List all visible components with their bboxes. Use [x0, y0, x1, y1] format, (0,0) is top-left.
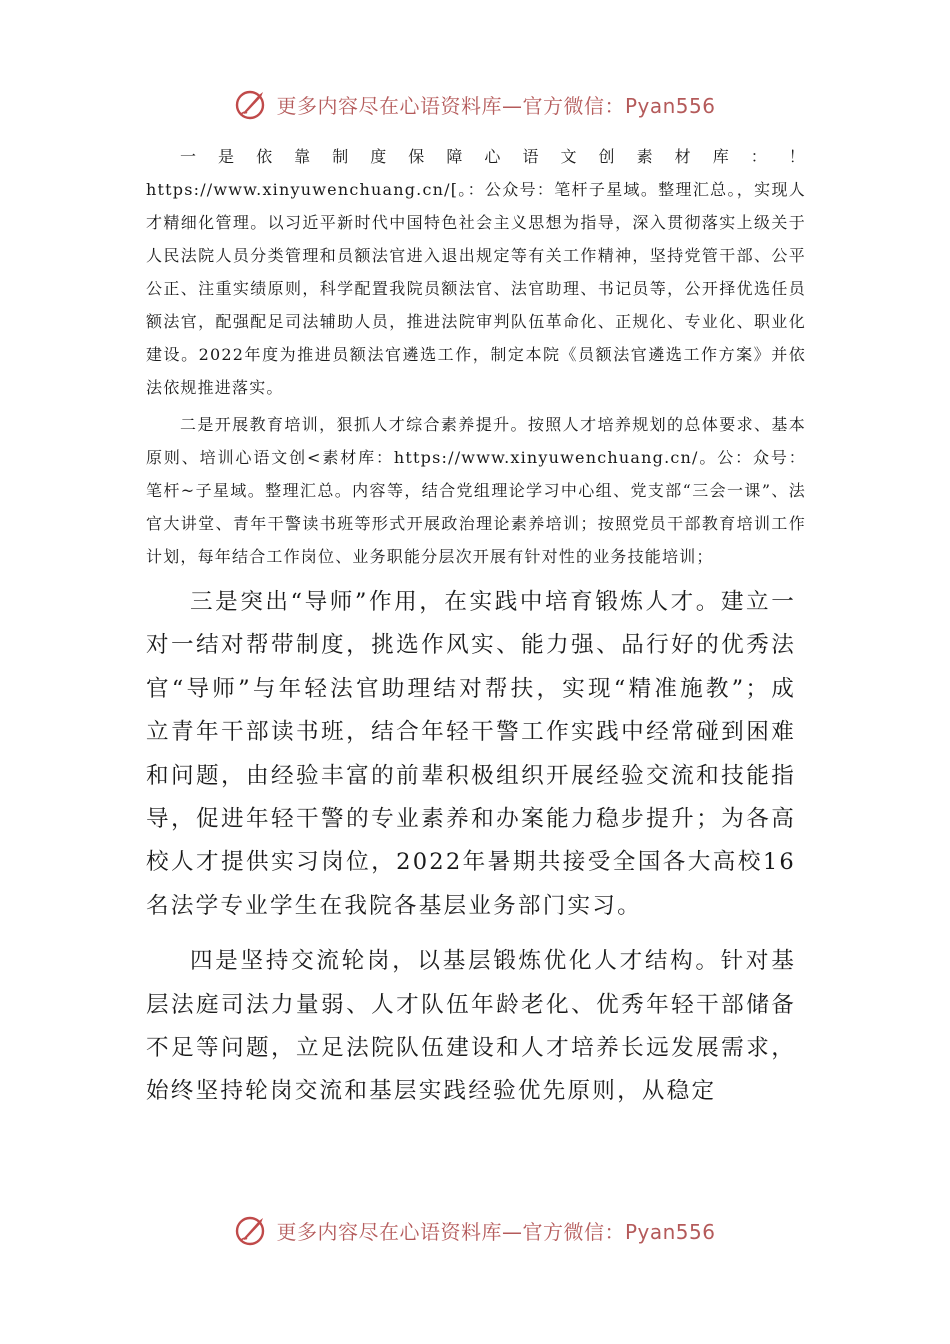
document-body	[146, 140, 806, 1114]
header-banner	[0, 84, 950, 124]
paragraph-2: 二是开展教育培训，狠抓人才综合素养提升。按照人才培养规划的总体要求、基本原则、培训心语文创<素材库：https://www.xinyuwenchuang.cn/。公：众号：笔杆~子星域。整理汇总。内容等，结合党组理论学习中心组、党支部“三会一课”、法官大讲堂、青年干警读书班等形式开展政治理论素养培训；按照党员干部教育培训工作计划，每年结合工作岗位、业务职能分层次开展有针对性的业务技能培训；	[146, 415, 806, 566]
header-banner-text: 更多内容尽在心语资料库—官方微信：Pyan556	[276, 93, 716, 118]
paragraph-3: 三是突出“导师”作用，在实践中培育锻炼人才。建立一对一结对帮带制度，挑选作风实、能力强、品行好的优秀法官“导师”与年轻法官助理结对帮扶，实现“精准施教”；成立青年干部读书班，结合年轻干警工作实践中经常碰到困难和问题，由经验丰富的前辈积极组织开展经验交流和技能指导，促进年轻干警的专业素养和办案能力稳步提升；为各高校人才提供实习岗位，2022年暑期共接受全国各大高校16名法学专业学生在我院各基层业务部门实习。	[146, 589, 796, 919]
paragraph-4: 四是坚持交流轮岗，以基层锻炼优化人才结构。针对基层法庭司法力量弱、人才队伍年龄老化、优秀年轻干部储备不足等问题，立足法院队伍建设和人才培养长远发展需求，始终坚持轮岗交流和基层实践经验优先原则，从稳定	[146, 948, 796, 1105]
pen-logo-icon	[234, 86, 270, 122]
footer-banner	[0, 1210, 950, 1250]
pen-logo-icon	[234, 1212, 270, 1248]
footer-banner-text: 更多内容尽在心语资料库—官方微信：Pyan556	[276, 1219, 716, 1244]
paragraph-1: 一是依靠制度保障心语文创素材库：！https://www.xinyuwenchuang.cn/[。：公众号：笔杆子星域。整理汇总。，实现人才精细化管理。以习近平新时代中国特色社会主义思想为指导，深入贯彻落实上级关于人民法院人员分类管理和员额法官进入退出规定等有关工作精神，坚持党管干部、公平公正、注重实绩原则，科学配置我院员额法官、法官助理、书记员等，公开择优选任员额法官，配强配足司法辅助人员，推进法院审判队伍革命化、正规化、专业化、职业化建设。2022年度为推进员额法官遴选工作，制定本院《员额法官遴选工作方案》并依法依规推进落实。	[146, 147, 806, 397]
